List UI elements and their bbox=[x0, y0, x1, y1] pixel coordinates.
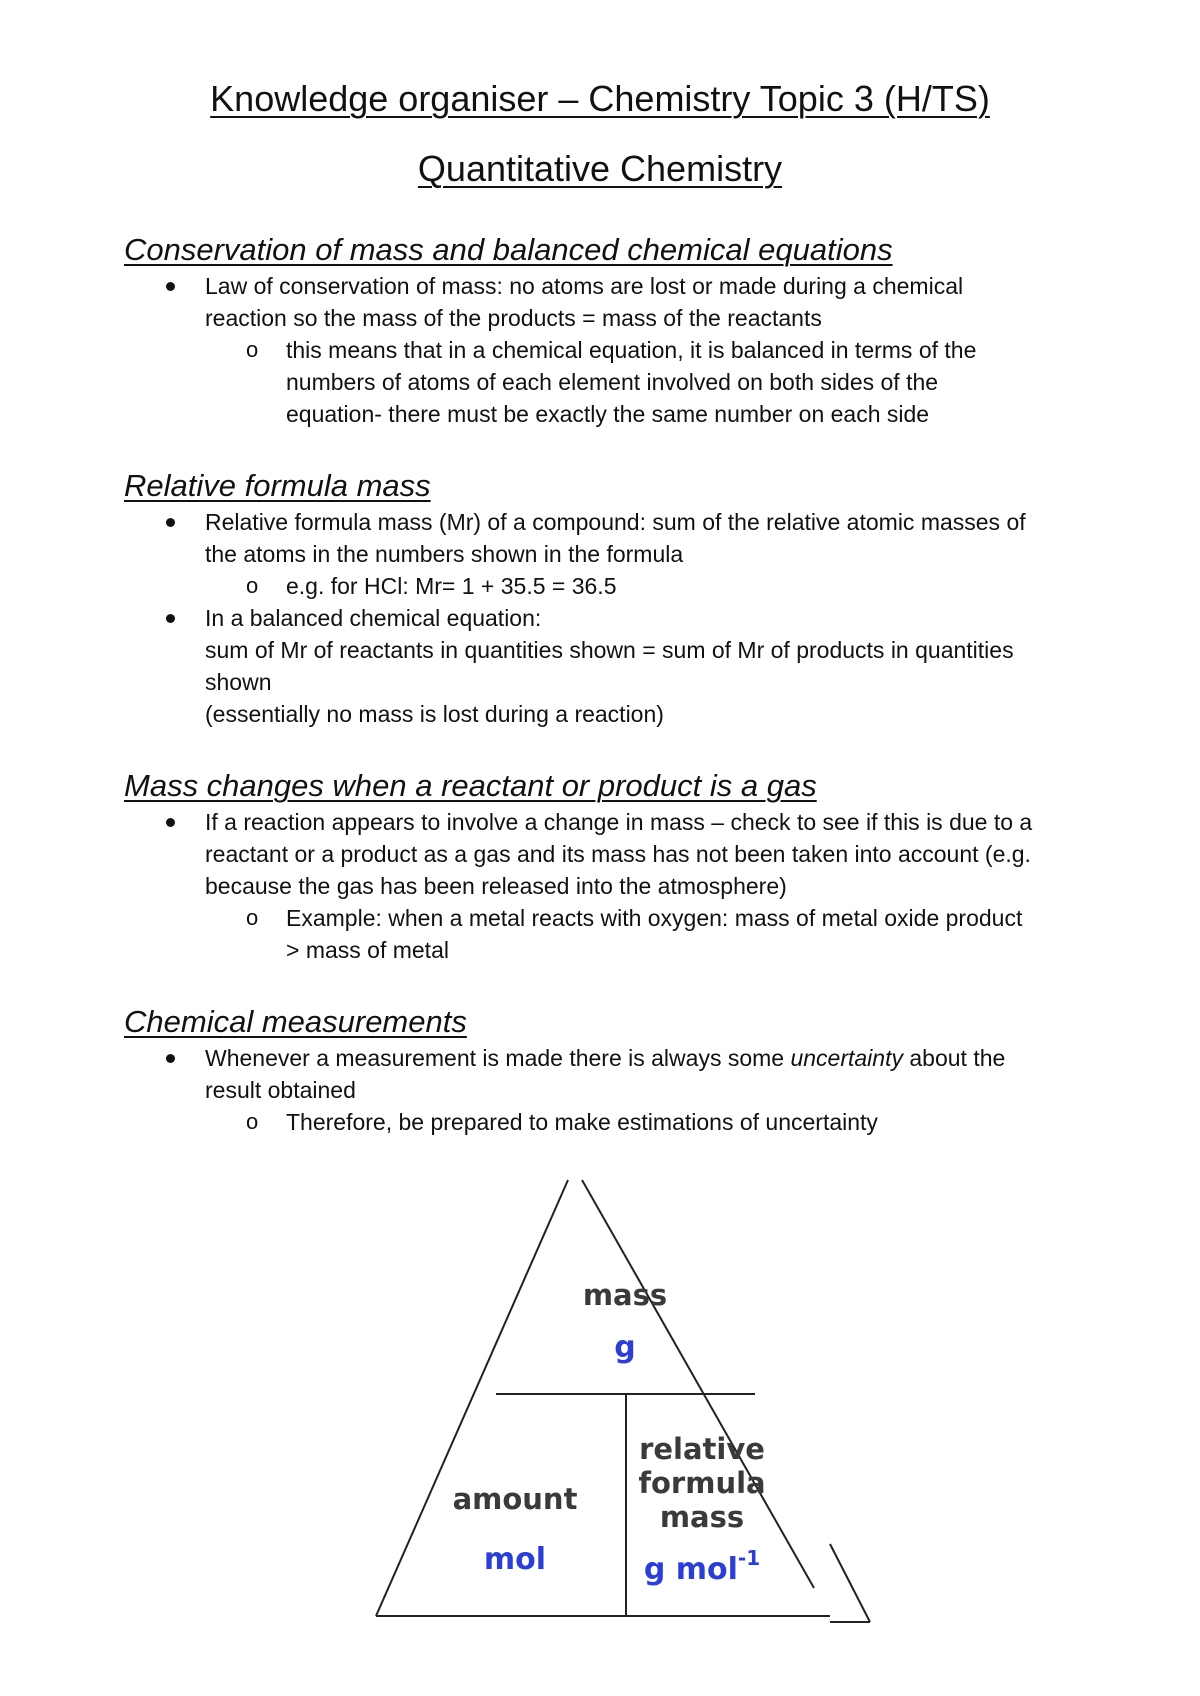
triangle-relative-formula-mass-label bbox=[622, 1432, 782, 1534]
bullet-dot-icon bbox=[166, 518, 175, 527]
section-heading: Chemical measurements bbox=[124, 1004, 467, 1039]
text-line: the atoms in the numbers shown in the formula bbox=[205, 541, 684, 567]
text-line: reactant or a product as a gas and its mass has not been taken into account (e.g. bbox=[205, 841, 1031, 867]
text-line: numbers of atoms of each element involved on both sides of the bbox=[286, 369, 939, 395]
text-line: In a balanced chemical equation: bbox=[205, 605, 542, 631]
bullet-list bbox=[124, 270, 1104, 430]
page-title: Knowledge organiser – Chemistry Topic 3 (H/TS) bbox=[210, 78, 990, 119]
bullet-list bbox=[124, 1042, 1104, 1138]
bullet-dot-icon bbox=[166, 614, 175, 623]
triangle-mass-label: mass bbox=[582, 1278, 668, 1312]
section-heading: Relative formula mass bbox=[124, 468, 431, 503]
text-line: sum of Mr of reactants in quantities shown = sum of Mr of products in quantities bbox=[205, 637, 1014, 663]
sub-list-item bbox=[124, 334, 1104, 430]
text-line: formula bbox=[638, 1466, 766, 1500]
sub-bullet-marker: o bbox=[246, 905, 259, 930]
text-line: Relative formula mass (Mr) of a compound: sum of the relative atomic masses of bbox=[205, 509, 1026, 535]
text-run: about the bbox=[902, 1045, 1006, 1071]
sub-list-item bbox=[124, 902, 1104, 966]
text-line: e.g. for HCl: Mr= 1 + 35.5 = 36.5 bbox=[286, 573, 617, 599]
sub-list-item bbox=[124, 570, 1104, 602]
list-item bbox=[124, 506, 1104, 602]
text-line: > mass of metal bbox=[286, 937, 449, 963]
section-heading: Conservation of mass and balanced chemical equations bbox=[124, 232, 893, 267]
bullet-list bbox=[124, 806, 1104, 966]
unit-text: g mol bbox=[643, 1552, 738, 1587]
text-line: reaction so the mass of the products = mass of the reactants bbox=[205, 305, 822, 331]
list-item bbox=[124, 602, 1104, 730]
sub-bullet-marker: o bbox=[246, 573, 259, 598]
formula-triangle bbox=[360, 1168, 890, 1648]
text-line: (essentially no mass is lost during a reaction) bbox=[205, 701, 664, 727]
triangle-relative-formula-mass-unit bbox=[622, 1546, 782, 1587]
unit-exponent: -1 bbox=[737, 1546, 761, 1570]
text-line: because the gas has been released into the atmosphere) bbox=[205, 873, 787, 899]
triangle-amount-label: amount bbox=[452, 1482, 578, 1516]
text-line: Therefore, be prepared to make estimations of uncertainty bbox=[286, 1109, 878, 1135]
sub-bullet-marker: o bbox=[246, 337, 259, 362]
emphasis-uncertainty: uncertainty bbox=[790, 1045, 903, 1071]
triangle-mass-unit: g bbox=[614, 1330, 636, 1365]
triangle-corner-edge bbox=[830, 1544, 870, 1622]
section-heading: Mass changes when a reactant or product is a gas bbox=[124, 768, 817, 803]
triangle-amount-unit: mol bbox=[483, 1542, 547, 1577]
bullet-list bbox=[124, 506, 1104, 730]
text-line: equation- there must be exactly the same number on each side bbox=[286, 401, 930, 427]
section-mass-changes-gas bbox=[124, 766, 1104, 966]
section-chemical-measurements bbox=[124, 1002, 1104, 1138]
list-item bbox=[124, 270, 1104, 430]
sub-bullet-marker: o bbox=[246, 1109, 259, 1134]
text-line: this means that in a chemical equation, it is balanced in terms of the bbox=[286, 337, 977, 363]
text-line: shown bbox=[205, 669, 272, 695]
page-subtitle: Quantitative Chemistry bbox=[417, 148, 783, 189]
text-line: Example: when a metal reacts with oxygen: mass of metal oxide product bbox=[286, 905, 1023, 931]
text-line: mass bbox=[659, 1500, 745, 1534]
bullet-dot-icon bbox=[166, 818, 175, 827]
text-line: Law of conservation of mass: no atoms are lost or made during a chemical bbox=[205, 273, 964, 299]
section-conservation-of-mass bbox=[124, 230, 1104, 430]
bullet-dot-icon bbox=[166, 282, 175, 291]
text-line: relative bbox=[639, 1432, 765, 1466]
list-item bbox=[124, 806, 1104, 966]
bullet-dot-icon bbox=[166, 1054, 175, 1063]
text-line: result obtained bbox=[205, 1077, 356, 1103]
text-line: If a reaction appears to involve a change in mass – check to see if this is due to a bbox=[205, 809, 1033, 835]
sub-list-item bbox=[124, 1106, 1104, 1138]
section-relative-formula-mass bbox=[124, 466, 1104, 730]
text-run: Whenever a measurement is made there is always some bbox=[205, 1045, 791, 1071]
list-item bbox=[124, 1042, 1104, 1138]
text-line bbox=[205, 1042, 1104, 1074]
